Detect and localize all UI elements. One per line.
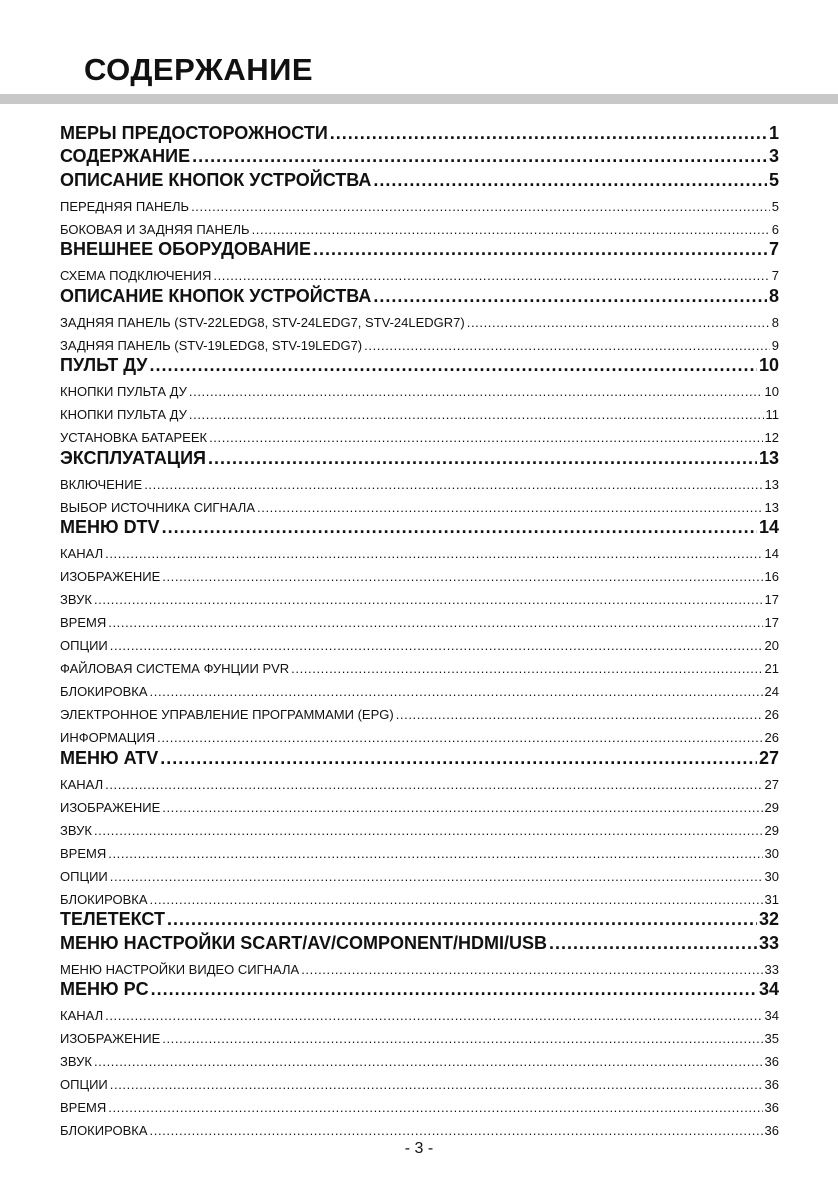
toc-dot-leader — [94, 823, 763, 838]
toc-section-entry — [60, 120, 779, 144]
toc-entry-page: 24 — [764, 684, 779, 699]
toc-section-entry — [60, 745, 779, 769]
toc-dot-leader — [209, 430, 762, 445]
toc-entry-page: 26 — [764, 730, 779, 745]
toc-entry-title: ВРЕМЯ — [60, 615, 107, 630]
toc-dot-leader — [162, 1031, 762, 1046]
toc-subsection-entry — [60, 861, 779, 884]
toc-entry-page: 6 — [771, 221, 779, 237]
toc-subsection-entry — [60, 214, 779, 237]
toc-dot-leader — [467, 315, 770, 330]
toc-entry-page: 30 — [764, 845, 779, 861]
toc-section-entry — [60, 144, 779, 168]
toc-section-entry — [60, 167, 779, 191]
toc-subsection-entry — [60, 653, 779, 676]
toc-dot-leader — [149, 355, 757, 376]
toc-dot-leader — [396, 707, 763, 722]
toc-entry-title: КАНАЛ — [60, 776, 104, 792]
toc-entry-page: 34 — [764, 1008, 779, 1023]
page-number: - 3 - — [404, 1140, 434, 1157]
toc-entry-page: 12 — [764, 430, 779, 445]
toc-dot-leader — [160, 748, 757, 769]
toc-dot-leader — [108, 615, 762, 630]
toc-dot-leader — [105, 546, 762, 561]
toc-dot-leader — [189, 407, 764, 422]
toc-entry-page: 36 — [764, 1077, 779, 1092]
toc-dot-leader — [108, 1100, 762, 1115]
toc-entry-title: ВРЕМЯ — [60, 845, 107, 861]
toc-subsection-entry — [60, 307, 779, 330]
toc-entry-title: МЕНЮ НАСТРОЙКИ ВИДЕО СИГНАЛА — [60, 961, 300, 977]
toc-dot-leader — [150, 892, 763, 907]
toc-entry-page: 8 — [771, 314, 779, 330]
toc-entry-title: БОКОВАЯ И ЗАДНЯЯ ПАНЕЛЬ — [60, 221, 250, 237]
toc-entry-title: ПЕРЕДНЯЯ ПАНЕЛЬ — [60, 198, 190, 214]
toc-section-entry — [60, 353, 779, 377]
toc-subsection-entry — [60, 722, 779, 745]
toc-entry-page: 13 — [764, 499, 779, 515]
toc-entry-page: 34 — [758, 979, 779, 999]
toc-entry-title: ИЗОБРАЖЕНИЕ — [60, 1031, 161, 1046]
toc-entry-title: ВНЕШНЕЕ ОБОРУДОВАНИЕ — [60, 239, 311, 259]
toc-entry-title: СОДЕРЖАНИЕ — [60, 146, 191, 166]
toc-entry-page: 10 — [764, 384, 779, 399]
toc-subsection-entry — [60, 1046, 779, 1069]
toc-entry-page: 33 — [764, 961, 779, 977]
toc-entry-title: МЕНЮ ATV — [60, 747, 159, 768]
toc-dot-leader — [105, 777, 762, 792]
toc-entry-title: ОПИСАНИЕ КНОПОК УСТРОЙСТВА — [60, 285, 372, 306]
toc-dot-leader — [110, 869, 763, 884]
page-title: СОДЕРЖАНИЕ — [84, 52, 314, 87]
toc-dot-leader — [191, 199, 770, 214]
toc-entry-page: 1 — [768, 122, 779, 143]
toc-entry-title: БЛОКИРОВКА — [60, 1123, 148, 1138]
toc-entry-page: 32 — [758, 909, 779, 929]
toc-subsection-entry — [60, 538, 779, 561]
toc-entry-title: КНОПКИ ПУЛЬТА ДУ — [60, 407, 187, 422]
toc-entry-page: 16 — [764, 569, 779, 584]
toc-entry-page: 33 — [758, 932, 779, 953]
toc-entry-page: 35 — [764, 1031, 779, 1046]
toc-entry-title: МЕРЫ ПРЕДОСТОРОЖНОСТИ — [60, 122, 328, 143]
toc-subsection-entry — [60, 884, 779, 907]
toc-subsection-entry — [60, 330, 779, 353]
toc-entry-page: 14 — [758, 517, 779, 537]
toc-section-entry — [60, 237, 779, 261]
table-of-contents — [60, 120, 779, 1138]
toc-entry-title: ИЗОБРАЖЕНИЕ — [60, 569, 161, 584]
toc-subsection-entry — [60, 422, 779, 445]
toc-entry-title: БЛОКИРОВКА — [60, 891, 148, 907]
toc-dot-leader — [291, 661, 762, 676]
toc-section-entry — [60, 930, 779, 954]
toc-entry-title: ТЕЛЕТЕКСТ — [60, 909, 165, 929]
toc-dot-leader — [313, 239, 767, 260]
toc-dot-leader — [373, 286, 767, 307]
toc-entry-page: 9 — [771, 337, 779, 353]
toc-entry-title: МЕНЮ НАСТРОЙКИ SCART/AV/COMPONENT/HDMI/USB — [60, 932, 547, 953]
toc-dot-leader — [162, 569, 762, 584]
toc-entry-title: ОПЦИИ — [60, 1077, 108, 1092]
toc-entry-page: 10 — [758, 355, 779, 375]
toc-entry-title: СХЕМА ПОДКЛЮЧЕНИЯ — [60, 268, 212, 283]
toc-dot-leader — [167, 909, 757, 930]
toc-dot-leader — [105, 1008, 762, 1023]
toc-entry-page: 21 — [764, 661, 779, 676]
toc-dot-leader — [144, 477, 762, 492]
toc-entry-title: ЗВУК — [60, 592, 92, 607]
toc-entry-title: ВЫБОР ИСТОЧНИКА СИГНАЛА — [60, 499, 256, 515]
toc-subsection-entry — [60, 630, 779, 653]
toc-dot-leader — [257, 500, 763, 515]
toc-entry-title: ИНФОРМАЦИЯ — [60, 730, 156, 745]
toc-entry-title: ПУЛЬТ ДУ — [60, 355, 148, 375]
toc-subsection-entry — [60, 815, 779, 838]
toc-entry-page: 17 — [764, 592, 779, 607]
toc-entry-page: 13 — [758, 447, 779, 468]
toc-entry-page: 7 — [768, 239, 779, 259]
toc-entry-page: 3 — [768, 146, 779, 166]
toc-entry-page: 36 — [764, 1054, 779, 1069]
toc-dot-leader — [110, 1077, 763, 1092]
toc-dot-leader — [330, 123, 767, 144]
toc-dot-leader — [364, 338, 770, 353]
toc-entry-page: 27 — [758, 747, 779, 768]
toc-subsection-entry — [60, 492, 779, 515]
toc-entry-title: ВРЕМЯ — [60, 1100, 107, 1115]
toc-subsection-entry — [60, 1069, 779, 1092]
toc-subsection-entry — [60, 260, 779, 283]
toc-dot-leader — [252, 222, 770, 237]
header-divider-bar — [0, 94, 838, 104]
toc-entry-page: 14 — [764, 546, 779, 561]
toc-entry-page: 11 — [765, 407, 779, 422]
toc-entry-title: ЭКСПЛУАТАЦИЯ — [60, 447, 206, 468]
toc-entry-page: 26 — [764, 707, 779, 722]
toc-entry-page: 36 — [764, 1123, 779, 1138]
toc-dot-leader — [189, 384, 763, 399]
toc-subsection-entry — [60, 376, 779, 399]
toc-section-entry — [60, 283, 779, 307]
toc-subsection-entry — [60, 792, 779, 815]
toc-dot-leader — [213, 268, 769, 283]
toc-entry-title: КАНАЛ — [60, 546, 104, 561]
toc-subsection-entry — [60, 607, 779, 630]
toc-dot-leader — [301, 962, 762, 977]
toc-entry-page: 5 — [768, 169, 779, 190]
toc-entry-page: 5 — [771, 198, 779, 214]
toc-entry-title: ОПЦИИ — [60, 638, 108, 653]
toc-subsection-entry — [60, 584, 779, 607]
toc-subsection-entry — [60, 1115, 779, 1138]
toc-entry-title: ЗВУК — [60, 822, 92, 838]
toc-entry-page: 30 — [764, 868, 779, 884]
toc-subsection-entry — [60, 699, 779, 722]
toc-subsection-entry — [60, 954, 779, 977]
toc-subsection-entry — [60, 1023, 779, 1046]
toc-entry-title: ФАЙЛОВАЯ СИСТЕМА ФУНЦИИ PVR — [60, 661, 290, 676]
toc-entry-title: МЕНЮ DTV — [60, 517, 160, 537]
toc-entry-title: ВКЛЮЧЕНИЕ — [60, 476, 143, 492]
toc-entry-page: 7 — [771, 268, 779, 283]
toc-dot-leader — [162, 517, 757, 538]
toc-dot-leader — [94, 592, 763, 607]
toc-dot-leader — [150, 684, 763, 699]
toc-entry-title: ЗАДНЯЯ ПАНЕЛЬ (STV-22LEDG8, STV-24LEDG7, STV-24LEDGR7) — [60, 314, 465, 330]
toc-dot-leader — [208, 448, 757, 469]
toc-dot-leader — [549, 933, 757, 954]
toc-entry-page: 27 — [764, 776, 779, 792]
toc-subsection-entry — [60, 838, 779, 861]
toc-entry-title: КАНАЛ — [60, 1008, 104, 1023]
toc-entry-page: 17 — [764, 615, 779, 630]
toc-dot-leader — [157, 730, 762, 745]
toc-subsection-entry — [60, 399, 779, 422]
toc-section-entry — [60, 907, 779, 931]
toc-subsection-entry — [60, 561, 779, 584]
toc-entry-page: 31 — [764, 891, 779, 907]
toc-entry-title: ОПИСАНИЕ КНОПОК УСТРОЙСТВА — [60, 169, 372, 190]
toc-dot-leader — [110, 638, 763, 653]
toc-entry-title: БЛОКИРОВКА — [60, 684, 148, 699]
toc-dot-leader — [192, 146, 767, 167]
toc-entry-title: ИЗОБРАЖЕНИЕ — [60, 799, 161, 815]
toc-dot-leader — [94, 1054, 763, 1069]
toc-entry-page: 29 — [764, 799, 779, 815]
toc-entry-title: МЕНЮ PC — [60, 979, 149, 999]
toc-dot-leader — [108, 846, 762, 861]
toc-subsection-entry — [60, 769, 779, 792]
toc-subsection-entry — [60, 676, 779, 699]
toc-section-entry — [60, 515, 779, 539]
toc-section-entry — [60, 977, 779, 1001]
toc-entry-page: 20 — [764, 638, 779, 653]
toc-dot-leader — [162, 800, 762, 815]
toc-dot-leader — [373, 170, 767, 191]
toc-subsection-entry — [60, 191, 779, 214]
toc-section-entry — [60, 445, 779, 469]
toc-subsection-entry — [60, 1092, 779, 1115]
toc-subsection-entry — [60, 469, 779, 492]
toc-entry-page: 8 — [768, 285, 779, 306]
toc-dot-leader — [151, 979, 757, 1000]
toc-entry-page: 29 — [764, 822, 779, 838]
toc-entry-title: УСТАНОВКА БАТАРЕЕК — [60, 430, 208, 445]
toc-dot-leader — [150, 1123, 763, 1138]
toc-entry-title: ЭЛЕКТРОННОЕ УПРАВЛЕНИЕ ПРОГРАММАМИ (EPG) — [60, 707, 394, 722]
toc-entry-title: ЗАДНЯЯ ПАНЕЛЬ (STV-19LEDG8, STV-19LEDG7) — [60, 337, 363, 353]
toc-entry-page: 36 — [764, 1100, 779, 1115]
toc-entry-title: ЗВУК — [60, 1054, 92, 1069]
toc-entry-page: 13 — [764, 476, 779, 492]
toc-entry-title: КНОПКИ ПУЛЬТА ДУ — [60, 384, 187, 399]
toc-subsection-entry — [60, 1000, 779, 1023]
toc-entry-title: ОПЦИИ — [60, 868, 108, 884]
